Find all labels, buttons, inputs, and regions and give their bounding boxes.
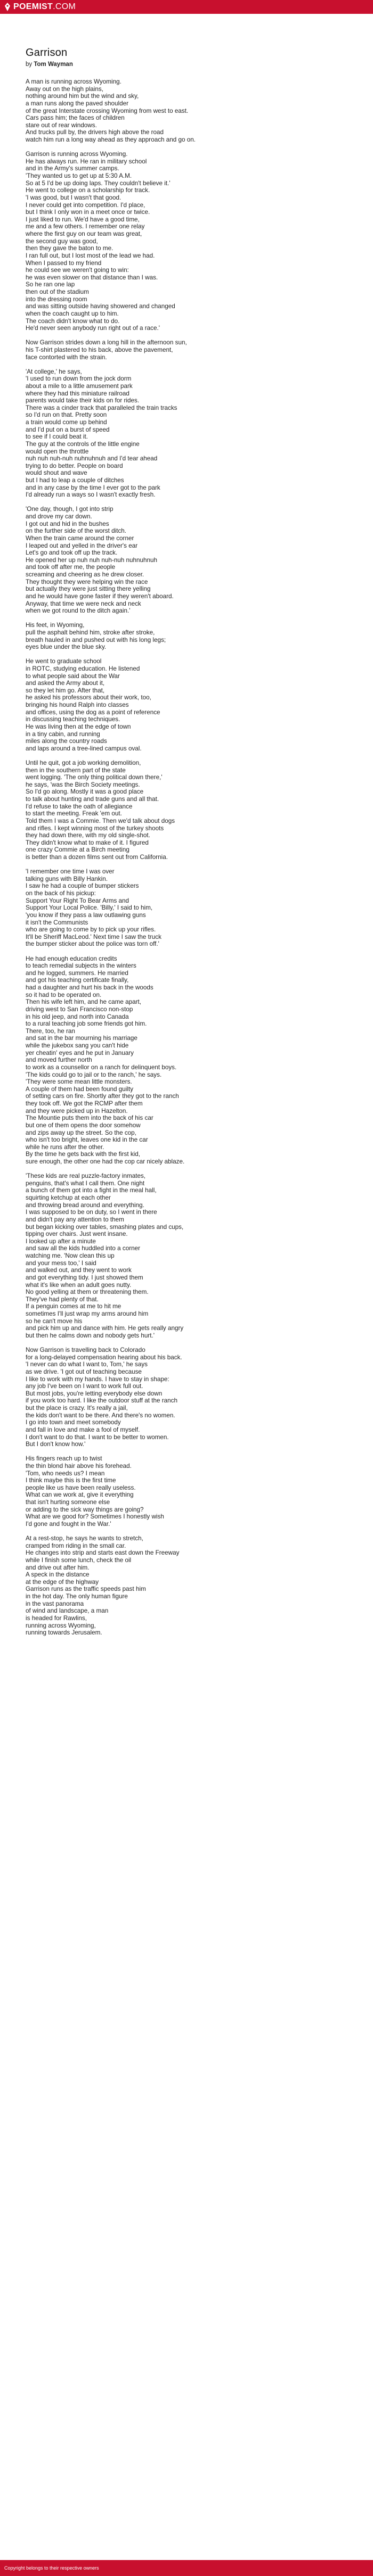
poem-line: and your mess too,' I said <box>26 1259 96 1267</box>
poem-line: His feet, in Wyoming, <box>26 622 85 629</box>
poem-line: to a rural teaching job some friends got him. <box>26 1020 147 1028</box>
poem-line: of the great Interstate crossing Wyoming from west to east. <box>26 107 189 114</box>
poem-line: so I'd run on that. Pretty soon <box>26 411 107 419</box>
poem-line: and moved further north <box>26 1056 92 1064</box>
poem-line: and sat in the bar mourning his marriage <box>26 1035 137 1042</box>
poem-line: in ROTC, studying education. He listened <box>26 665 140 672</box>
poem-line: and asked the Army about it, <box>26 680 105 687</box>
poem-line: eyes blue under the blue sky. <box>26 643 107 651</box>
poem-line: but began kicking over tables, smashing plates and cups, <box>26 1223 184 1231</box>
poem-line: and rifles. I kept winning most of the turkey shoots <box>26 824 164 832</box>
poem-line: Now Garrison strides down a long hill in the afternoon sun, <box>26 339 187 346</box>
poem-line: and walked out, and they went to work <box>26 1267 132 1274</box>
poem-stanza <box>26 1455 345 1528</box>
poem-line: bringing his hound Ralph into classes <box>26 701 129 708</box>
poem-line: pull the asphalt behind him, stroke after stroke, <box>26 629 155 636</box>
poem-line: when the coach caught up to him. <box>26 310 119 317</box>
poem-line: I think maybe this is the first time <box>26 1477 116 1484</box>
poem-line: it isn't the Communists <box>26 919 88 926</box>
poem-line: went logging. 'The only thing political down there,' <box>26 774 163 781</box>
poem-line: while I finish some lunch, check the oil <box>26 1556 132 1564</box>
poem-line: is better than a dozen films sent out from California. <box>26 854 168 861</box>
poem-line: of wind and landscape, a man <box>26 1607 109 1615</box>
poem-stanza <box>26 759 345 861</box>
poem-line: miles along the country roads <box>26 738 107 745</box>
byline <box>26 61 345 68</box>
poem-line: to start the meeting. Freak 'em out. <box>26 810 122 818</box>
poem-line: If a penguin comes at me to hit me <box>26 1303 121 1310</box>
poem-line: and throwing bread around and everything. <box>26 1201 144 1209</box>
poem-line: the second guy was good, <box>26 237 98 245</box>
poem-line: Until he quit, got a job working demolition, <box>26 759 141 766</box>
poem-line: They've had plenty of that. <box>26 1295 99 1303</box>
poem-line: The guy at the controls of the little engine <box>26 440 140 448</box>
poem-line: into the dressing room <box>26 295 87 303</box>
poem-stanza <box>26 506 345 614</box>
poem-line: in the vast panorama <box>26 1600 84 1607</box>
poem-line: who are going to come by to pick up your rifles. <box>26 926 156 934</box>
poem-line: and pick him up and dance with him. He gets really angry <box>26 1325 184 1332</box>
poem-line: Away out on the high plains, <box>26 85 103 93</box>
poem-stanza <box>26 868 345 948</box>
poem-line: He opened her up nuh nuh nuh-nuh nuhnuhnuh <box>26 556 157 564</box>
poem-line: in his old jeep, and north into Canada <box>26 1013 129 1020</box>
poem-line: What are we good for? Sometimes I honestly wish <box>26 1513 164 1521</box>
poem-line: in the hot day. The only human figure <box>26 1593 128 1600</box>
poem-line: and took off after me, the people <box>26 564 116 571</box>
poem-line: of setting cars on fire. Shortly after they got to the ranch <box>26 1093 179 1100</box>
poem-line: is headed for Rawlins, <box>26 1614 87 1622</box>
poem-line: squirting ketchup at each other <box>26 1194 111 1201</box>
poem-line: He went to graduate school <box>26 658 102 665</box>
poem-line: There, too, he ran <box>26 1027 75 1035</box>
poem-stanza <box>26 658 345 752</box>
poem-line: running across Wyoming, <box>26 1622 96 1629</box>
poem-line: 'They wanted us to get up at 5:30 A.M. <box>26 172 132 179</box>
poem-line: So at 5 I'd be up doing laps. They couldn't believe it.' <box>26 179 171 187</box>
poem-line: 'At college,' he says, <box>26 368 82 375</box>
poem-line: the kids don't want to be there. And there's no women. <box>26 1411 175 1419</box>
poem-line: A couple of them had been found guilty <box>26 1085 134 1093</box>
poem-line: and drive out after him. <box>26 1564 90 1571</box>
poem-line: driving west to San Francisco non-stop <box>26 1005 133 1013</box>
poem-line: would shout and wave <box>26 469 87 477</box>
pen-nib-icon <box>4 3 11 11</box>
poem-stanza <box>26 368 345 499</box>
poem-line: What can we work at, give it everything <box>26 1491 134 1499</box>
poem-line: Cars pass him; the faces of children <box>26 114 125 122</box>
poem-line: if you work too hard. I like the outdoor stuff at the ranch <box>26 1397 177 1405</box>
poem-line: so it had to be operated on. <box>26 991 102 998</box>
poem-line: the thin blond hair above his forehead. <box>26 1462 132 1469</box>
poem-line: one crazy Commie at a Birch meeting <box>26 846 129 854</box>
poem-line: The coach didn't know what to do. <box>26 317 120 325</box>
poem-line: but actually they were just sitting there yelling <box>26 585 151 593</box>
poem-line: I don't want to do that. I want to be better to women. <box>26 1433 169 1441</box>
poem-line: He went to college on a scholarship for track. <box>26 187 150 194</box>
poem-line: they had down there, with my old single-shot. <box>26 832 150 839</box>
poem-line: he asked his professors about their work, too, <box>26 694 151 701</box>
poem-line: Support Your Local Police. 'Billy,' I said to him, <box>26 904 153 912</box>
poem-line: There was a cinder track that paralleled the train tracks <box>26 404 177 411</box>
poem-line: tipping over chairs. Just went insane. <box>26 1231 128 1238</box>
poem-line: A speck in the distance <box>26 1571 90 1579</box>
poem-line: so they let him go. After that, <box>26 687 105 694</box>
poem-line: when we got round to the ditch again.' <box>26 607 131 615</box>
poem-line: I got out and hid in the bushes <box>26 520 109 527</box>
poem-line: I saw he had a couple of bumper stickers <box>26 882 139 890</box>
poem-line: for a long-delayed compensation hearing about his back. <box>26 1353 182 1361</box>
poem-author[interactable]: Tom Wayman <box>34 61 73 68</box>
poem-line: 'you know if they pass a law outlawing guns <box>26 911 146 919</box>
poem-line: and laps around a tree-lined campus oval. <box>26 745 142 752</box>
poem-line: When I passed to my friend <box>26 259 102 267</box>
poem-line: But I don't know how.' <box>26 1441 86 1448</box>
poem-line: I'd refuse to take the oath of allegiance <box>26 803 133 810</box>
poem-line: I looked up after a minute <box>26 1237 96 1245</box>
copyright-text: Copyright belongs to their respective owners <box>4 2565 99 2571</box>
poem-line: He'd never seen anybody run right out of a race.' <box>26 325 160 332</box>
poem-line: nothing around him but the wind and sky, <box>26 93 139 100</box>
poem-line: while he runs after the other. <box>26 1143 104 1151</box>
poem-line: And trucks pull by, the drivers high above the road <box>26 129 164 136</box>
poem-line: 'I was good, but I wasn't that good. <box>26 194 121 201</box>
poem-line: yer cheatin' eyes and he put in January <box>26 1049 134 1056</box>
poem-line: and was sitting outside having showered and changed <box>26 303 175 310</box>
poem-line: to see if I could beat it. <box>26 433 88 441</box>
poem-line: trying to do better. People on board <box>26 462 123 469</box>
poem-line: A man is running across Wyoming. <box>26 78 121 85</box>
poem-line: parents would take their kids on for rides. <box>26 397 140 404</box>
poem-line: that isn't hurting someone else <box>26 1499 110 1506</box>
poem-line: penguins, that's what I call them. One night <box>26 1179 145 1187</box>
poem-line: to teach remedial subjects in the winters <box>26 962 136 970</box>
poem-line: He had enough education credits <box>26 955 117 962</box>
poem-line: So he ran one lap <box>26 281 75 288</box>
poem-line: I just liked to run. We'd have a good time, <box>26 216 140 223</box>
poem-line: then out of the stadium <box>26 288 89 295</box>
poem-line: so he can't move his <box>26 1317 83 1325</box>
poem-line: It'll be Sheriff MacLeod.' Next time I saw the truck <box>26 933 161 940</box>
poem-body <box>26 78 345 1637</box>
poem-line: then they gave the baton to me. <box>26 245 113 252</box>
poem-line: but the place is crazy. It's really a jail, <box>26 1405 128 1411</box>
poem-line: and didn't pay any attention to them <box>26 1216 124 1223</box>
poem-line: and in the Army's summer camps. <box>26 165 119 172</box>
poem-line: and offices, using the dog as a point of reference <box>26 708 160 716</box>
poem-line: 'I never can do what I want to, Tom,' he says <box>26 1361 148 1368</box>
poem-line: screaming and cheering as he drew closer. <box>26 571 144 578</box>
poem-line: I go into town and meet somebody <box>26 1419 121 1426</box>
poem-line: So I'd go along. Mostly it was a good place <box>26 788 144 796</box>
poem-line: Anyway, that time we were neck and neck <box>26 600 141 607</box>
poem-line: Garrison runs as the traffic speeds past him <box>26 1586 146 1593</box>
byline-prefix: by <box>26 61 33 68</box>
poem-line: and in any case by the time I ever got to the park <box>26 484 160 491</box>
poem-line: I leaped out and yelled in the driver's ear <box>26 542 138 549</box>
poem-line: He was living then at the edge of town <box>26 723 131 730</box>
poem-line: 'I remember one time I was over <box>26 868 115 876</box>
poem-line: on the back of his pickup: <box>26 890 96 897</box>
poem-line: then in the southern part of the state <box>26 766 126 774</box>
poem-line: Let's go and took off up the track. <box>26 549 118 557</box>
poem-line: But most jobs, you're letting everybody else down <box>26 1390 163 1397</box>
poem-stanza <box>26 78 345 144</box>
poem-line: but one of them opens the door somehow <box>26 1121 141 1129</box>
poem-line: I'd gone and fought in the War.' <box>26 1520 111 1528</box>
poem-line: The Mountie puts them into the back of his car <box>26 1114 153 1122</box>
poem-line: 'I used to run down from the jock dorm <box>26 375 132 383</box>
poem-line: They thought they were helping win the race <box>26 578 148 585</box>
poem-line: to work as a counsellor on a ranch for delinquent boys. <box>26 1063 177 1071</box>
poem-line: a man runs along the paved shoulder <box>26 100 128 107</box>
logo-text: POEMIST <box>13 2 53 11</box>
poem-line: sometimes I'll just wrap my arms around him <box>26 1310 149 1317</box>
poem-line: what it's like when an adult goes nutty. <box>26 1281 132 1289</box>
poem-line: to talk about hunting and trade guns and all that. <box>26 796 159 803</box>
poem-line: and I'd put on a burst of speed <box>26 426 110 433</box>
poem-line: 'These kids are real puzzle-factory inmates, <box>26 1173 146 1180</box>
poem-line: and got everything tidy. I just showed them <box>26 1274 143 1281</box>
poem-line: He changes into strip and starts east down the Freeway <box>26 1549 180 1557</box>
poem-title: Garrison <box>26 47 68 59</box>
poem-line: and zips away up the street. So the cop, <box>26 1129 136 1136</box>
poem-line: They didn't know what to make of it. I figured <box>26 839 149 846</box>
poem-line: they took off. We got the RCMP after them <box>26 1100 143 1107</box>
poem-stanza <box>26 339 345 361</box>
poem-stanza <box>26 1173 345 1339</box>
poem-line: watching me. 'Now clean this up <box>26 1252 115 1259</box>
poem-line: and fall in love and make a fool of myself. <box>26 1426 140 1433</box>
poem-container <box>26 47 345 1644</box>
poem-line: who isn't too bright, leaves one kid in the car <box>26 1136 148 1144</box>
poem-line: but then he calms down and nobody gets hurt.' <box>26 1332 155 1339</box>
poem-stanza <box>26 622 345 651</box>
poem-line: in a tiny cabin, and running <box>26 730 100 738</box>
poem-line: No good yelling at them or threatening them. <box>26 1289 149 1296</box>
poem-line: and they were picked up in Hazelton. <box>26 1107 128 1114</box>
poem-line: stare out of rear windows. <box>26 121 97 129</box>
poem-line: and saw all the kids huddled into a corner <box>26 1245 141 1252</box>
poem-line: Told them I was a Commie. Then we'd talk about dogs <box>26 817 175 824</box>
poem-line: he was even slower on that distance than I was. <box>26 274 158 281</box>
poem-line: 'One day, though, I got into strip <box>26 506 113 513</box>
poem-line: as we drive. 'I got out of teaching because <box>26 1368 142 1375</box>
logo-suffix: .COM <box>53 2 76 11</box>
poem-line: At a rest-stop, he says he wants to stretch, <box>26 1535 143 1542</box>
poem-line: By the time he gets back with the first kid, <box>26 1151 141 1158</box>
poem-line: the bumper sticker about the police was torn off.' <box>26 940 159 948</box>
poem-line: His fingers reach up to twist <box>26 1455 102 1463</box>
poem-line: a bunch of them got into a fight in the meal hall, <box>26 1187 157 1194</box>
poem-line: running towards Jerusalem. <box>26 1629 102 1637</box>
poem-line: and drove my car down. <box>26 513 92 520</box>
poem-line: me and a few others. I remember one relay <box>26 223 145 230</box>
poem-line: 'Tom, who needs us? I mean <box>26 1469 105 1477</box>
poem-line: or adding to the sick way things are going? <box>26 1506 144 1513</box>
poem-line: Then his wife left him, and he came apart, <box>26 998 141 1006</box>
poem-line: nuh nuh nuh-nuh nuhnuhnuh and I'd tear ahead <box>26 455 158 463</box>
poem-line: I was supposed to be on duty, so I went in there <box>26 1209 157 1216</box>
poem-line: in discussing teaching techniques. <box>26 716 120 723</box>
poem-line: would open the throttle <box>26 448 89 455</box>
poem-line: I ran full out, but I lost most of the lead we had. <box>26 252 155 259</box>
poem-line: 'The kids could go to jail or to the ranch,' he says. <box>26 1071 162 1078</box>
poem-line: and got his teaching certificate finally, <box>26 977 129 984</box>
poem-line: talking guns with Billy Hankin. <box>26 875 108 882</box>
poem-line: he says, 'was the Birch Society meetings. <box>26 781 140 788</box>
poem-line: breath hauled in and pushed out with his long legs; <box>26 636 166 643</box>
poem-stanza <box>26 151 345 332</box>
poem-line: his T-shirt plastered to his back, above the pavement, <box>26 346 173 353</box>
poem-stanza <box>26 1535 345 1637</box>
site-logo[interactable] <box>4 2 76 12</box>
poem-line: but I had to leap a couple of ditches <box>26 477 124 484</box>
poem-line: he could see we weren't going to win: <box>26 267 129 274</box>
poem-line: while the jukebox sang you can't hide <box>26 1042 129 1049</box>
poem-line: He has always run. He ran in military school <box>26 158 147 165</box>
poem-line: where the first guy on our team was great, <box>26 230 142 237</box>
poem-line: Support Your Right To Bear Arms and <box>26 897 129 904</box>
site-footer <box>0 2560 373 2576</box>
poem-line: sure enough, the other one had the cop car nicely ablaze. <box>26 1158 185 1165</box>
poem-line: about a mile to a little amusement park <box>26 382 133 390</box>
poem-line: and he logged, summers. He married <box>26 969 128 977</box>
poem-line: any job I've been on I want to work full out. <box>26 1383 143 1390</box>
poem-line: had a daughter and hurt his back in the woods <box>26 984 153 991</box>
site-header <box>0 0 373 14</box>
poem-line: I like to work with my hands. I have to stay in shape: <box>26 1375 169 1383</box>
poem-line: but I think I only won in a meet once or twice. <box>26 209 150 216</box>
poem-line: I'd already run a ways so I wasn't exactly fresh. <box>26 491 156 499</box>
poem-line: cramped from riding in the small car. <box>26 1542 126 1549</box>
poem-line: and he would have gone faster if they weren't aboard. <box>26 592 174 600</box>
poem-line: watch him run a long way ahead as they approach and go on. <box>26 136 196 143</box>
poem-line: Now Garrison is travelling back to Colorado <box>26 1347 145 1353</box>
poem-line: to what people said about the War <box>26 672 120 680</box>
poem-line: on the further side of the worst ditch. <box>26 527 127 535</box>
poem-stanza <box>26 1347 345 1448</box>
poem-line: people like us have been really useless. <box>26 1484 136 1491</box>
poem-line: I never could get into competition. I'd place, <box>26 201 145 209</box>
poem-line: at the edge of the highway <box>26 1578 99 1586</box>
poem-line: where they had this miniature railroad <box>26 390 129 397</box>
poem-line: Garrison is running across Wyoming. <box>26 151 128 158</box>
poem-line: a train would come up behind <box>26 419 107 426</box>
poem-line: 'They were some mean little monsters. <box>26 1078 132 1086</box>
poem-stanza <box>26 955 345 1166</box>
poem-line: When the train came around the corner <box>26 534 134 542</box>
poem-line: face contorted with the strain. <box>26 353 107 361</box>
